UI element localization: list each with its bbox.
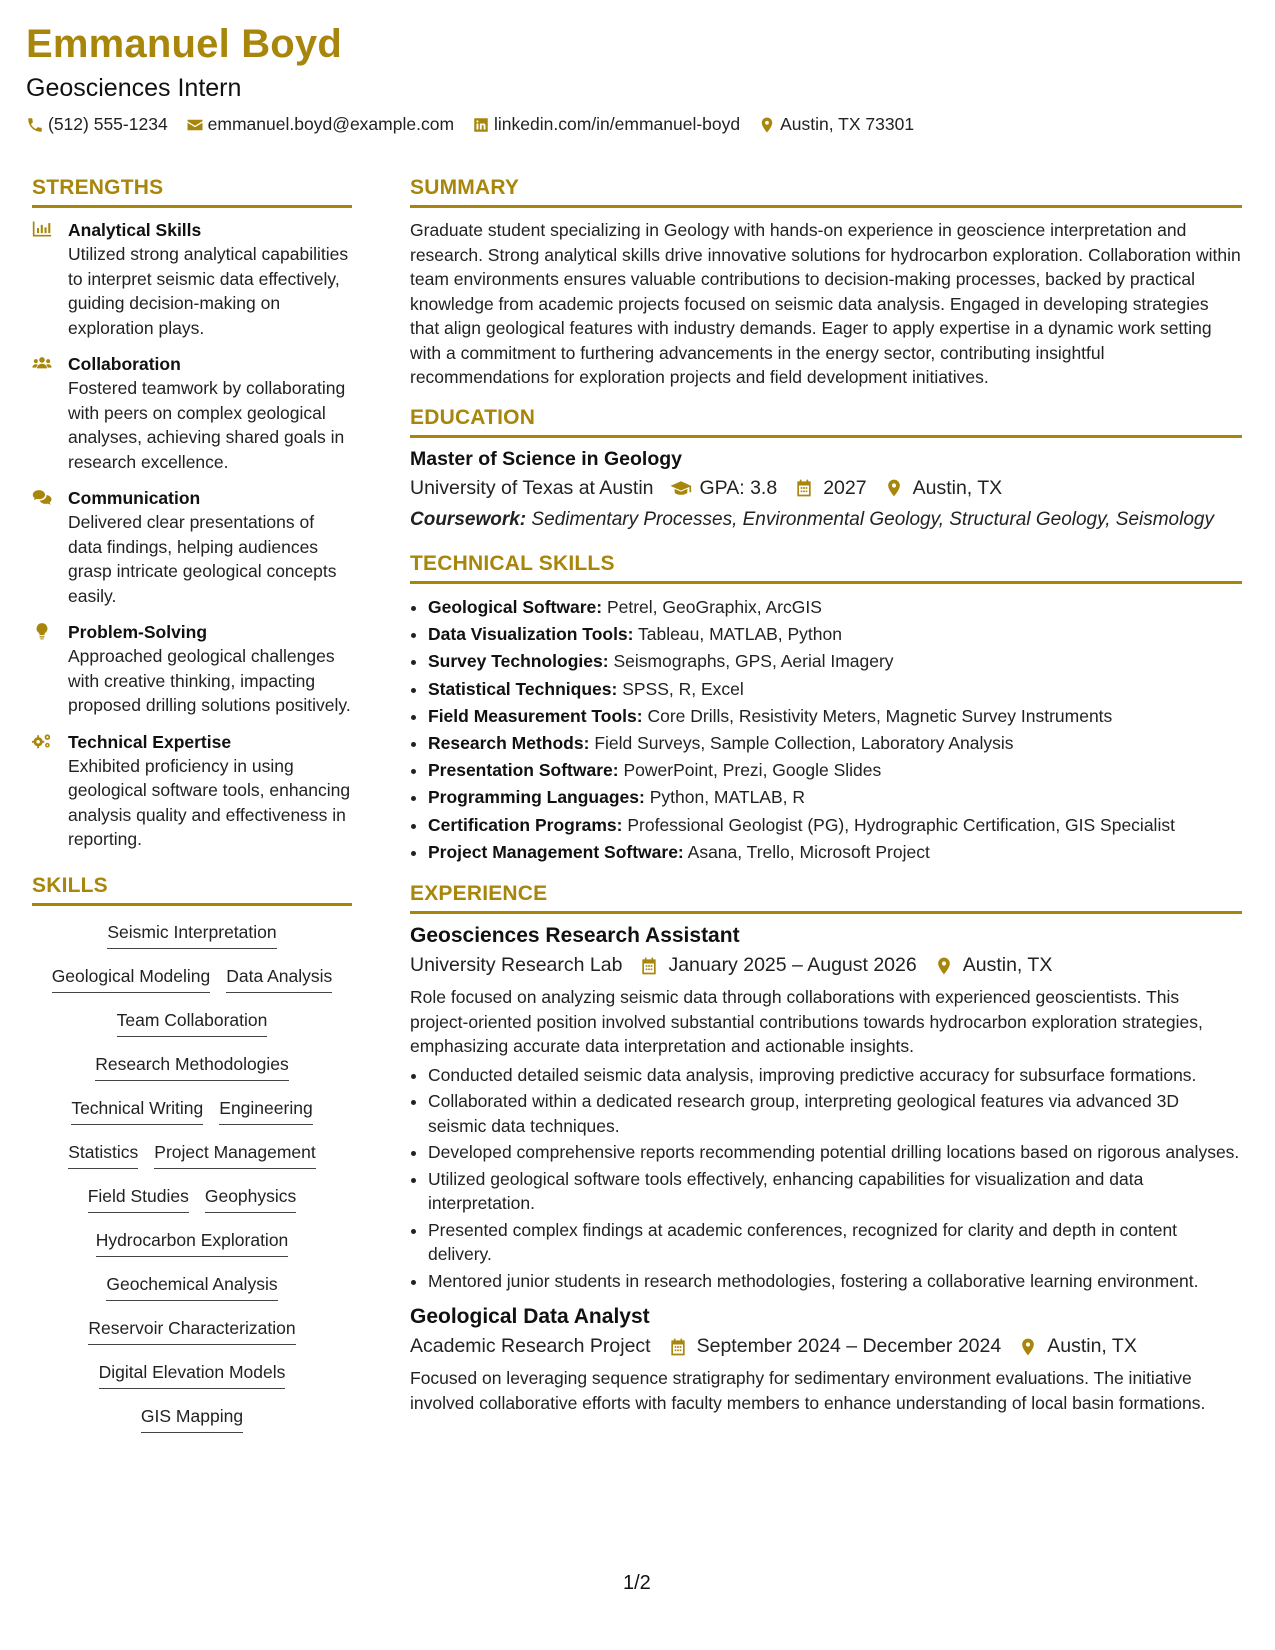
tech-skill-label: Data Visualization Tools: <box>428 624 634 645</box>
strength-title: Technical Expertise <box>68 731 232 752</box>
tech-skill-value: Petrel, GeoGraphix, ArcGIS <box>606 597 822 617</box>
skill-tag: Statistics <box>68 1140 138 1169</box>
strength-title: Collaboration <box>68 354 181 374</box>
strength-desc: Approached geological challenges with creative thinking, impacting proposed drilling solutions positively. <box>68 646 351 715</box>
tech-skill-label: Field Measurement Tools: <box>428 705 643 726</box>
tech-skill-value: Professional Geologist (PG), Hydrographic Certification, GIS Specialist <box>627 814 1175 835</box>
job-location: Austin, TX <box>962 954 1053 977</box>
lightbulb-icon <box>32 622 52 640</box>
gpa-text: GPA: 3.8 <box>699 476 778 499</box>
technical-skills-heading: TECHNICAL SKILLS <box>410 552 1242 584</box>
grad-year: 2027 <box>823 476 867 499</box>
education-meta <box>410 477 1242 500</box>
job-title: Geosciences Research Assistant <box>410 924 740 948</box>
candidate-title: Geosciences Intern <box>26 74 242 102</box>
gears-icon <box>32 732 52 750</box>
skill-tag: Digital Elevation Models <box>99 1360 286 1389</box>
tech-skill-label: Project Management Software: <box>428 841 684 862</box>
skills-list <box>32 916 352 1433</box>
page-number: 1/2 <box>623 1572 651 1594</box>
contact-phone[interactable] <box>26 114 168 135</box>
map-pin-icon <box>758 116 776 134</box>
skill-tag: Geological Modeling <box>52 964 211 993</box>
skill-tag: Geophysics <box>205 1184 296 1213</box>
strengths-heading: STRENGTHS <box>32 176 352 208</box>
skill-tag: Engineering <box>219 1096 312 1125</box>
right-column <box>410 176 1242 1415</box>
tech-skill-value: Python, MATLAB, R <box>649 787 806 808</box>
linkedin-icon <box>472 116 490 134</box>
map-pin-icon <box>883 478 905 498</box>
tech-skill-value: Asana, Trello, Microsoft Project <box>687 841 930 862</box>
users-icon <box>32 354 52 372</box>
strength-title: Communication <box>68 488 201 508</box>
skill-tag: GIS Mapping <box>141 1404 243 1433</box>
strength-desc: Utilized strong analytical capabilities to interpret seismic data effectively, guiding decision-making on exploration plays. <box>68 244 349 338</box>
calendar-icon <box>667 1337 689 1357</box>
bar-chart-icon <box>32 220 52 238</box>
school-name: University of Texas at Austin <box>410 476 654 499</box>
skill-tag: Hydrocarbon Exploration <box>96 1228 289 1257</box>
job-org: University Research Lab <box>410 954 623 977</box>
tech-skill-label: Programming Languages: <box>428 787 645 808</box>
coursework <box>410 508 1242 533</box>
tech-skill-value: PowerPoint, Prezi, Google Slides <box>623 760 882 781</box>
education-location: Austin, TX <box>912 476 1003 499</box>
strength-item <box>32 352 352 474</box>
skills-heading: SKILLS <box>32 874 352 906</box>
strength-item <box>32 730 352 852</box>
email-text: emmanuel.boyd@example.com <box>207 114 455 134</box>
tech-skill-label: Presentation Software: <box>428 760 619 781</box>
strength-item <box>32 218 352 340</box>
tech-skill-label: Survey Technologies: <box>428 651 609 672</box>
job-title: Geological Data Analyst <box>410 1305 650 1329</box>
contact-bar <box>26 114 914 135</box>
envelope-icon <box>186 116 204 134</box>
linkedin-text: linkedin.com/in/emmanuel-boyd <box>494 114 741 134</box>
job-bullet: • Utilized geological software tools effectively, enhancing capabilities for visualization and data interpretation. <box>428 1167 1242 1216</box>
strength-desc: Fostered teamwork by collaborating with peers on complex geological analyses, achieving shared goals in research excellence. <box>68 378 346 472</box>
tech-skill-value: Field Surveys, Sample Collection, Laboratory Analysis <box>594 733 1014 754</box>
comments-icon <box>32 488 52 506</box>
calendar-icon <box>638 956 660 976</box>
strength-item <box>32 486 352 608</box>
skill-tag: Geochemical Analysis <box>106 1272 277 1301</box>
tech-skill-item <box>428 812 1242 839</box>
skill-tag: Field Studies <box>88 1184 189 1213</box>
phone-text: (512) 555-1234 <box>48 114 168 134</box>
calendar-icon <box>793 478 815 498</box>
strength-desc: Delivered clear presentations of data findings, helping audiences grasp intricate geological concepts easily. <box>68 512 337 606</box>
skill-tag: Project Management <box>154 1140 315 1169</box>
strength-title: Problem-Solving <box>68 622 208 642</box>
job-meta <box>410 1335 1242 1358</box>
job-description: Role focused on analyzing seismic data through collaborations with experienced geoscientists. This project-oriented position involved substantial contributions towards hydrocarbon exploration strategies, emphasizing accurate data interpretation and actionable insights. <box>410 987 1203 1057</box>
technical-skills-list <box>410 594 1242 866</box>
graduation-cap-icon <box>670 478 692 498</box>
job-bullet: • Mentored junior students in research methodologies, fostering a collaborative learning environment. <box>428 1269 1242 1294</box>
job-location: Austin, TX <box>1047 1335 1137 1358</box>
strength-title: Analytical Skills <box>68 220 202 240</box>
degree-title: Master of Science in Geology <box>410 447 682 470</box>
coursework-label: Coursework: <box>410 508 527 530</box>
education-heading: EDUCATION <box>410 406 1242 438</box>
job-entry <box>410 1305 1242 1415</box>
tech-skill-label: Research Methods: <box>428 733 590 754</box>
tech-skill-item <box>428 784 1242 811</box>
map-pin-icon <box>933 956 955 976</box>
tech-skill-item <box>428 621 1242 648</box>
strength-desc: Exhibited proficiency in using geological software tools, enhancing analysis quality and effectiveness in reporting. <box>68 755 351 849</box>
job-dates: January 2025 – August 2026 <box>668 954 917 977</box>
tech-skill-item <box>428 730 1242 757</box>
tech-skill-value: Tableau, MATLAB, Python <box>638 624 842 645</box>
tech-skill-item <box>428 703 1242 730</box>
summary-text: Graduate student specializing in Geology with hands-on experience in geoscience interpretation and research. Strong analytical skills drive innovative solutions for hydrocarbon exploration. Collaboration within team environments ensures valuable contributions to decision-making processes, backed by practical knowledge from academic projects focused on seismic data analysis. Engaged in developing strategies that align geological features with industry demands. Eager to apply expertise in a dynamic work setting with a commitment to furthering advancements in the energy sector, contributing insightful recommendations for exploration projects and field development initiatives. <box>410 220 1241 387</box>
skill-tag: Research Methodologies <box>95 1052 289 1081</box>
candidate-name: Emmanuel Boyd <box>26 22 342 66</box>
tech-skill-value: Core Drills, Resistivity Meters, Magnetic Survey Instruments <box>647 705 1113 726</box>
tech-skill-item <box>428 676 1242 703</box>
skill-tag: Seismic Interpretation <box>107 920 276 949</box>
location-text: Austin, TX 73301 <box>780 114 915 134</box>
phone-icon <box>26 116 44 134</box>
strength-item <box>32 620 352 718</box>
job-dates: September 2024 – December 2024 <box>696 1335 1002 1358</box>
job-bullet: • Presented complex findings at academic conferences, recognized for clarity and depth in content delivery. <box>428 1218 1242 1267</box>
tech-skill-item <box>428 839 1242 866</box>
skill-tag: Data Analysis <box>226 964 332 993</box>
contact-linkedin[interactable] <box>472 114 740 135</box>
contact-location <box>758 114 914 135</box>
contact-email[interactable] <box>186 114 454 135</box>
experience-heading: EXPERIENCE <box>410 882 1242 914</box>
tech-skill-label: Statistical Techniques: <box>428 678 618 699</box>
left-column <box>32 176 352 1433</box>
tech-skill-item <box>428 757 1242 784</box>
skill-tag: Reservoir Characterization <box>88 1316 295 1345</box>
tech-skill-value: Seismographs, GPS, Aerial Imagery <box>613 651 894 672</box>
job-bullets <box>410 1063 1242 1294</box>
map-pin-icon <box>1017 1337 1039 1357</box>
job-meta <box>410 954 1242 977</box>
coursework-list: Sedimentary Processes, Environmental Geology, Structural Geology, Seismology <box>531 508 1214 530</box>
job-bullet: • Developed comprehensive reports recommending potential drilling locations based on rigorous analyses. <box>428 1140 1242 1165</box>
skill-tag: Technical Writing <box>71 1096 203 1125</box>
job-org: Academic Research Project <box>410 1335 651 1358</box>
summary-heading: SUMMARY <box>410 176 1242 208</box>
tech-skill-item <box>428 594 1242 621</box>
job-entry <box>410 924 1242 1293</box>
job-bullet: • Collaborated within a dedicated research group, interpreting geological features via advanced 3D seismic data techniques. <box>428 1089 1242 1138</box>
tech-skill-label: Geological Software: <box>428 597 603 617</box>
job-bullet: • Conducted detailed seismic data analysis, improving predictive accuracy for subsurface formations. <box>428 1063 1242 1088</box>
tech-skill-value: SPSS, R, Excel <box>622 678 744 699</box>
tech-skill-label: Certification Programs: <box>428 814 623 835</box>
skill-tag: Team Collaboration <box>117 1008 268 1037</box>
job-description: Focused on leveraging sequence stratigraphy for sedimentary environment evaluations. The initiative involved collaborative efforts with faculty members to enhance understanding of local basin formations. <box>410 1368 1206 1413</box>
tech-skill-item <box>428 648 1242 675</box>
